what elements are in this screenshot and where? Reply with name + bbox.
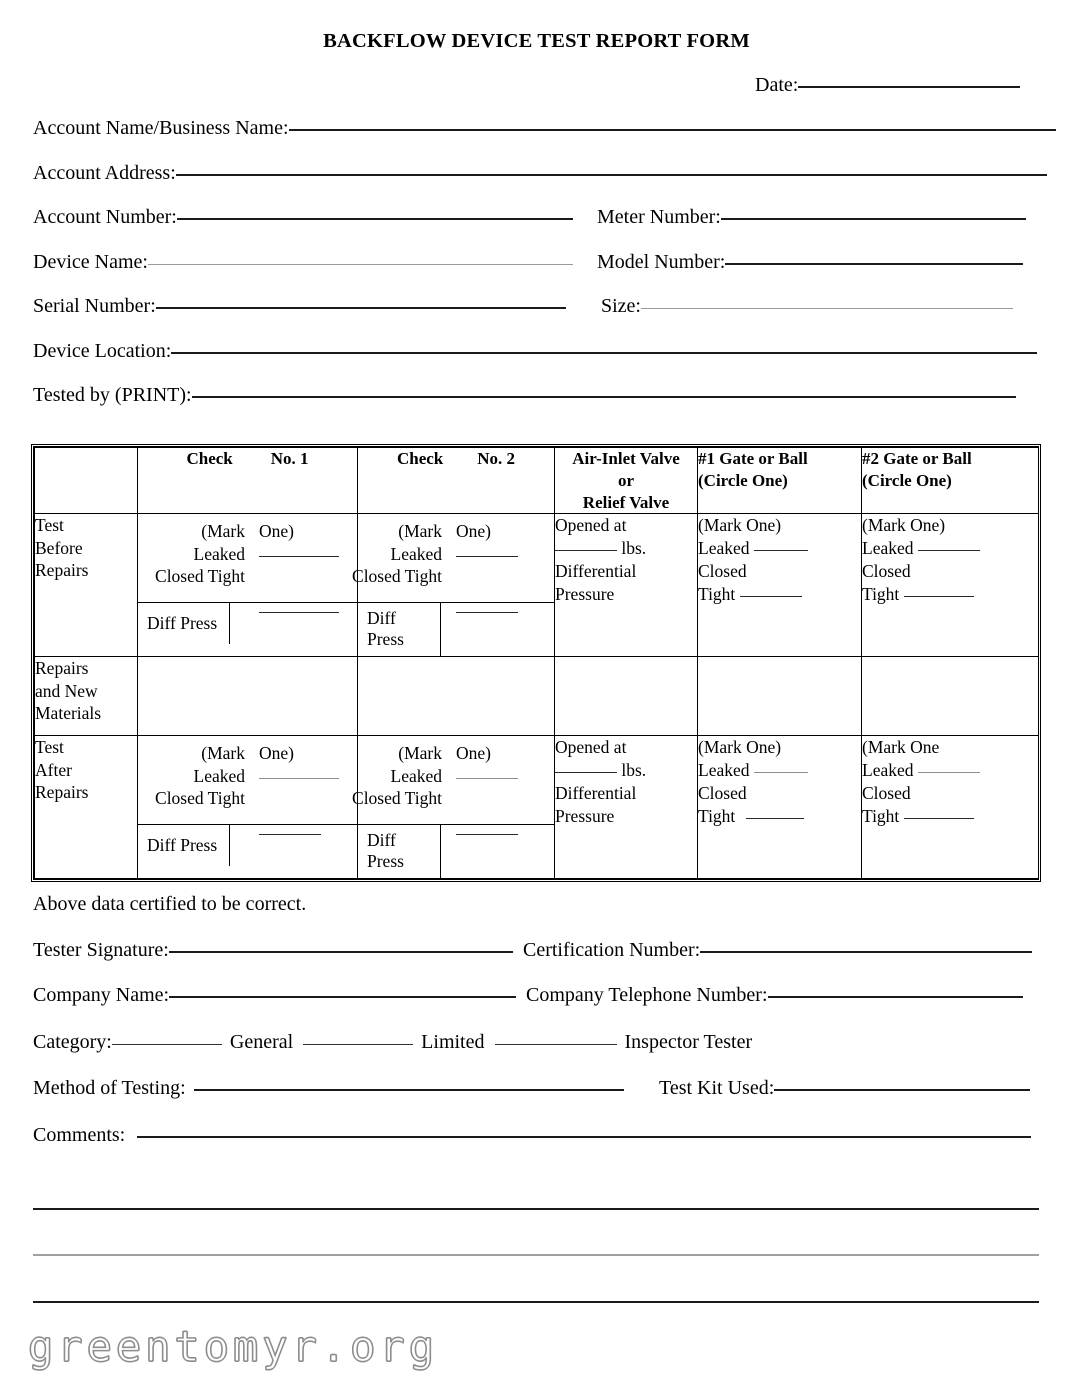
after-gate1-tight-blank[interactable] [746,818,804,819]
after-gate2-leaked-blank[interactable] [918,772,980,773]
after-gate2-mark: (Mark One [862,737,940,758]
cell-after-gate2[interactable] [862,736,1039,879]
field-device-location-line[interactable] [171,352,1037,354]
before-check2-diffpress-label: Diff Press [358,603,440,657]
table-header-check-no-2 [358,448,555,514]
after-check1-leaked-blank[interactable] [259,778,339,779]
before-gate1-leaked [698,537,861,560]
cell-after-check2-marks [352,736,554,824]
field-account-number [33,206,573,228]
field-date [755,74,1020,96]
test-results-table [31,444,1041,882]
table-header-gate-2-l1: #2 Gate or Ball [862,449,972,468]
field-account-address-line[interactable] [176,174,1047,176]
after-valve-lbs-blank[interactable] [555,772,617,773]
row-label-test-before-repairs-l1: Test [35,515,64,536]
before-check2-markone [366,520,544,542]
field-category-blank-limited[interactable] [303,1044,413,1045]
field-certification-number-line[interactable] [700,951,1032,953]
table-row-repairs-and-new-materials [35,657,1039,736]
after-check1-markone [146,742,347,764]
field-date-label: Date: [755,74,799,96]
field-device-location-label: Device Location: [33,340,172,362]
field-meter-number-label: Meter Number: [597,206,721,228]
field-date-line[interactable] [798,86,1020,88]
field-device-location [33,340,1037,362]
field-account-number-line[interactable] [177,218,573,220]
cell-after-check1[interactable] [138,736,358,879]
before-check1-mark-b: One) [259,521,294,542]
field-account-address [33,162,1047,184]
before-gate2-tight [862,583,1038,606]
field-meter-number [597,206,1026,228]
before-gate2-leaked [862,537,1038,560]
field-company-name-line[interactable] [169,996,516,998]
field-tester-signature [33,939,513,961]
after-check2-leaked [366,765,544,787]
field-model-number-line[interactable] [725,263,1023,265]
after-gate2-tight [862,805,1038,828]
before-check1-diffpress-label: Diff Press [138,603,230,645]
field-size-line[interactable] [641,308,1013,309]
before-check2-closedtight-blank[interactable] [456,612,518,613]
before-valve-l2 [555,537,697,560]
table-header-gate-1-l1: #1 Gate or Ball [698,449,808,468]
after-gate1-closed: Closed [698,782,747,803]
after-gate1-tight [698,805,861,828]
table-row-test-before-repairs [35,514,1039,657]
field-company-name-label: Company Name: [33,984,170,1006]
table-header-gate-1-l2: (Circle One) [698,470,788,490]
after-valve-l3: Differential [555,782,637,803]
after-check1-closedtight [146,787,347,809]
before-valve-l4: Pressure [555,583,615,604]
before-check1-leaked-blank[interactable] [259,556,339,557]
table-header-gate-2 [862,448,1039,514]
after-gate2-tight-label: Tight [862,805,900,826]
cell-before-check1-marks [138,514,357,602]
field-account-name [33,117,1056,139]
field-certification-number [523,939,1032,961]
after-valve-l2 [555,759,697,782]
field-category-label: Category: [33,1031,112,1053]
field-tester-signature-label: Tester Signature: [33,939,169,961]
row-label-repairs-new-materials [35,657,138,736]
after-gate2-closed: Closed [862,782,911,803]
field-category-option-limited: Limited [421,1031,485,1053]
table-header-air-inlet-valve [555,448,698,514]
row-label-test-before-repairs [35,514,138,657]
before-gate1-tight-label: Tight [698,583,736,604]
table-header-check-no-2-l2: No. 2 [477,449,516,468]
field-model-number [597,251,1023,273]
after-check1-closedtight-label: Closed Tight [155,788,245,809]
before-check2-leaked [366,543,544,565]
field-category-blank-inspector[interactable] [495,1044,617,1045]
after-gate1-leaked [698,759,861,782]
table-header-air-inlet-valve-l1: Air-Inlet Valve [572,449,680,468]
row-label-test-after-repairs [35,736,138,879]
after-gate2-tight-blank[interactable] [904,818,974,819]
before-check1-leaked-label: Leaked [193,543,245,564]
field-size-label: Size: [601,295,641,317]
field-comments [33,1124,1031,1146]
after-check1-mark-b: One) [259,743,294,764]
table-header-air-inlet-valve-l3: Relief Valve [582,492,670,512]
row-label-test-before-repairs-l3: Repairs [35,560,89,581]
table-header-gate-1 [698,448,862,514]
before-gate1-closed: Closed [698,560,747,581]
field-method-of-testing-line[interactable] [194,1089,624,1091]
after-check1-mark-a: (Mark [201,743,245,764]
row-label-repairs-l3: Materials [35,703,102,724]
field-tested-by [33,384,1016,406]
before-gate1-tight [698,583,861,606]
field-company-telephone [526,984,1023,1006]
before-gate2-closed: Closed [862,560,911,581]
table-header-blank [35,448,138,514]
field-tested-by-line[interactable] [192,396,1016,398]
after-check1-leaked-label: Leaked [193,765,245,786]
field-size [601,295,1013,317]
cell-repairs-gate1[interactable] [698,657,862,736]
after-check2-closedtight-label: Closed Tight [352,788,442,809]
after-check2-mark-a: (Mark [398,743,442,764]
field-certification-number-label: Certification Number: [523,939,701,961]
before-check1-closedtight-label: Closed Tight [155,566,245,587]
after-check2-diffpress-label: Diff Press [358,825,440,879]
table-header-gate-2-l2: (Circle One) [862,470,952,490]
cell-before-valve[interactable] [555,514,698,657]
field-comments-label: Comments: [33,1124,126,1146]
cell-after-check2[interactable] [352,736,555,879]
after-check1-closedtight-blank[interactable] [259,834,321,835]
field-device-name-label: Device Name: [33,251,148,273]
before-gate2-mark: (Mark One) [862,515,946,536]
after-check1-leaked [146,765,347,787]
before-check2-mark-a: (Mark [398,521,442,542]
field-device-name [33,251,573,273]
after-check2-closedtight-blank[interactable] [456,834,518,835]
cell-before-gate2[interactable] [862,514,1039,657]
table-header-row [35,448,1039,514]
after-check2-closedtight [352,787,544,809]
after-check2-markone [366,742,544,764]
before-check2-leaked-blank[interactable] [456,556,518,557]
before-check2-mark-b: One) [456,521,491,542]
before-valve-l1: Opened at [555,515,627,536]
row-label-test-before-repairs-l2: Before [35,537,83,558]
before-valve-l3: Differential [555,560,637,581]
before-check1-markone [146,520,347,542]
cell-before-check2-marks [352,514,554,602]
cell-before-check1[interactable] [138,514,358,657]
field-account-address-label: Account Address: [33,162,176,184]
field-category [33,1031,752,1053]
comments-line-2[interactable] [33,1208,1039,1210]
after-check2-leaked-label: Leaked [390,765,442,786]
after-gate1-mark: (Mark One) [698,737,782,758]
row-label-test-after-repairs-l3: Repairs [35,782,89,803]
field-meter-number-line[interactable] [721,218,1026,220]
before-check1-mark-a: (Mark [201,521,245,542]
before-check2-closedtight-label: Closed Tight [352,566,442,587]
field-comments-line-1[interactable] [137,1136,1031,1138]
field-account-name-label: Account Name/Business Name: [33,117,289,139]
before-gate2-leaked-blank[interactable] [918,550,980,551]
before-check2-leaked-label: Leaked [390,543,442,564]
table-row-test-after-repairs [35,736,1039,879]
field-company-telephone-label: Company Telephone Number: [526,984,768,1006]
cell-before-check2[interactable] [352,514,555,657]
table-header-check-no-1-l1: Check [186,449,233,468]
field-serial-number [33,295,566,317]
before-gate2-tight-label: Tight [862,583,900,604]
cell-after-check1-marks [138,736,357,824]
cell-repairs-check1[interactable] [138,657,358,736]
field-method-of-testing-label: Method of Testing: [33,1077,186,1099]
field-model-number-label: Model Number: [597,251,726,273]
table-header-check-no-1-l2: No. 1 [270,449,309,468]
field-test-kit-used-line[interactable] [774,1089,1030,1091]
after-gate1-leaked-label: Leaked [698,760,750,780]
row-label-test-after-repairs-l1: Test [35,737,64,758]
after-check2-leaked-blank[interactable] [456,778,518,779]
cell-repairs-gate2[interactable] [862,657,1039,736]
row-label-test-after-repairs-l2: After [35,759,72,780]
field-account-name-line[interactable] [289,129,1056,131]
field-test-kit-used-label: Test Kit Used: [659,1077,775,1099]
after-valve-l1: Opened at [555,737,627,758]
table-header-air-inlet-valve-l2: or [617,470,635,490]
field-category-blank-general[interactable] [112,1044,222,1045]
cell-after-gate1[interactable] [698,736,862,879]
before-gate2-tight-blank[interactable] [904,596,974,597]
before-valve-lbs-blank[interactable] [555,550,617,551]
after-gate2-leaked-label: Leaked [862,760,914,780]
row-label-repairs-l2: and New [35,680,98,701]
table-header-check-no-1 [138,448,358,514]
certification-statement: Above data certified to be correct. [33,893,307,915]
field-tester-signature-line[interactable] [169,951,513,953]
row-label-repairs-l1: Repairs [35,658,89,679]
field-method-of-testing [33,1077,624,1099]
table-header-check-no-2-l1: Check [396,449,444,468]
before-valve-lbs-label: lbs. [621,538,647,558]
cell-after-valve[interactable] [555,736,698,879]
after-gate1-leaked-blank[interactable] [754,772,808,773]
before-check1-leaked [146,543,347,565]
field-device-name-line[interactable] [148,264,573,265]
after-gate1-tight-label: Tight [698,805,736,826]
after-check1-diffpress-label: Diff Press [138,825,230,867]
cell-before-gate1[interactable] [698,514,862,657]
before-gate2-leaked-label: Leaked [862,538,914,558]
field-tested-by-label: Tested by (PRINT): [33,384,192,406]
field-company-telephone-line[interactable] [768,996,1023,998]
comments-line-3[interactable] [33,1254,1039,1256]
cell-repairs-check2[interactable] [358,657,555,736]
after-gate2-leaked [862,759,1038,782]
field-serial-number-label: Serial Number: [33,295,156,317]
after-valve-lbs-label: lbs. [621,760,647,780]
before-gate1-leaked-blank[interactable] [754,550,808,551]
field-test-kit-used [659,1077,1030,1099]
page-title: BACKFLOW DEVICE TEST REPORT FORM [323,30,750,52]
before-gate1-mark: (Mark One) [698,515,782,536]
site-watermark: greentomyr.org [28,1322,439,1371]
before-gate1-tight-blank[interactable] [740,596,802,597]
field-company-name [33,984,516,1006]
field-account-number-label: Account Number: [33,206,177,228]
after-valve-l4: Pressure [555,805,615,826]
before-check1-closedtight-blank[interactable] [259,612,339,613]
field-category-option-general: General [229,1031,294,1053]
cell-repairs-valve[interactable] [555,657,698,736]
field-category-option-inspector-tester: Inspector Tester [624,1031,753,1053]
field-serial-number-line[interactable] [156,307,566,309]
before-check2-closedtight [352,565,544,587]
comments-line-4[interactable] [33,1301,1039,1303]
after-check2-mark-b: One) [456,743,491,764]
before-gate1-leaked-label: Leaked [698,538,750,558]
before-check1-closedtight [146,565,347,587]
